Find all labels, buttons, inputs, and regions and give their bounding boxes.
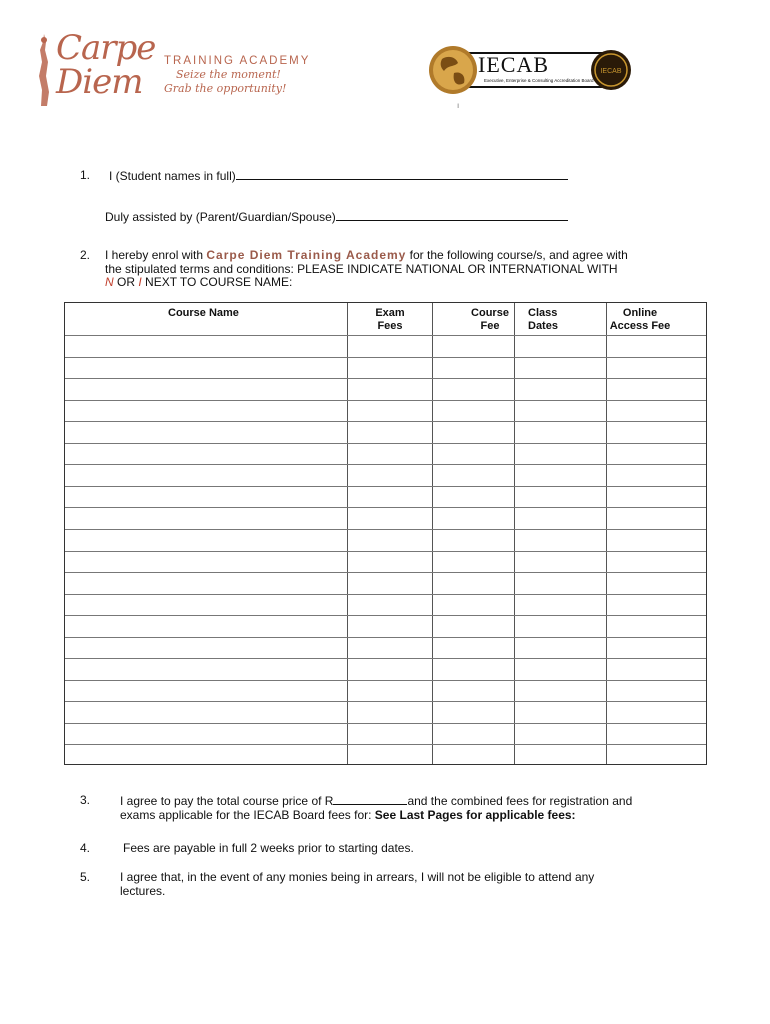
item-2-number: 2. [80,248,91,262]
table-row-divider [65,658,706,659]
item-5-line-2: lectures. [120,884,166,898]
item-2-line-2: the stipulated terms and conditions: PLEASE INDICATE NATIONAL OR INTERNATIONAL WITH [105,262,618,276]
item-assisted-line [105,209,568,224]
assisted-by-field[interactable] [336,209,568,221]
item-3-line-1 [120,793,632,808]
iecab-title: IECAB [478,52,549,77]
item-4-text: Fees are payable in full 2 weeks prior to starting dates. [123,841,414,855]
international-marker: I [138,275,142,289]
brand-name: Carpe Diem Training Academy [206,248,407,262]
see-last-pages: See Last Pages for applicable fees: [374,808,576,822]
item-2-line-3-rest: NEXT TO COURSE NAME: [141,275,293,289]
assisted-label: Duly assisted by (Parent/Guardian/Spouse) [105,210,336,224]
item-3-text-after: and the combined fees for registration and [407,794,633,808]
header-class-dates: Class Dates [528,307,558,332]
logo-tagline-1: Seize the moment! [176,68,281,81]
table-row-divider [65,551,706,552]
table-row-divider [65,378,706,379]
table-row-divider [65,615,706,616]
iecab-seal-text: IECAB [600,68,622,75]
item-5-line-1: I agree that, in the event of any monies being in arrears, I will not be eligible to attend any [120,870,595,884]
table-row-divider [65,701,706,702]
item-3-line-2-text: exams applicable for the IECAB Board fees for: [120,808,375,822]
table-row-divider [65,464,706,465]
iecab-subtitle: Executive, Enterprise & Consulting Accreditation Board [484,78,594,83]
table-row-divider [65,507,706,508]
table-row-divider [65,744,706,745]
table-row-divider [65,680,706,681]
logo-diem-text: Diem [56,62,143,102]
table-row-divider [65,572,706,573]
table-row-divider [65,529,706,530]
item-2-text-before: I hereby enrol with [105,248,207,262]
item-1-number: 1. [80,168,91,182]
item-2-line-1 [105,248,628,262]
carpe-diem-figure-logo [34,32,54,108]
item-3-line-2 [120,808,576,822]
item-3-text-before: I agree to pay the total course price of R [120,794,334,808]
table-row-divider [65,637,706,638]
table-row-divider [65,486,706,487]
table-row-divider [65,723,706,724]
total-price-field[interactable] [333,793,407,805]
table-row-divider [65,594,706,595]
item-3-number: 3. [80,793,91,807]
student-name-label: I (Student names in full) [109,169,236,183]
logo-tagline-2: Grab the opportunity! [164,82,287,95]
logo-academy-text: TRAINING ACADEMY [164,55,311,67]
course-table: Course Name Exam Fees Course Fee Class Dates Online Access Fee [64,302,707,765]
table-row-divider [65,421,706,422]
item-1-line [109,168,568,183]
item-2-line-3 [105,275,292,289]
national-marker: N [105,275,114,289]
table-row-divider [65,400,706,401]
table-row-divider [65,335,706,336]
table-row-divider [65,443,706,444]
item-2-text-after: for the following course/s, and agree with [406,248,628,262]
tick-mark: ı [457,101,460,110]
item-5-number: 5. [80,870,91,884]
student-name-field[interactable] [236,168,568,180]
table-row-divider [65,357,706,358]
item-4-number: 4. [80,841,91,855]
header-course-name: Course Name [168,307,239,319]
item-2-or: OR [113,275,139,289]
logo-carpe-text: Carpe [56,28,156,68]
